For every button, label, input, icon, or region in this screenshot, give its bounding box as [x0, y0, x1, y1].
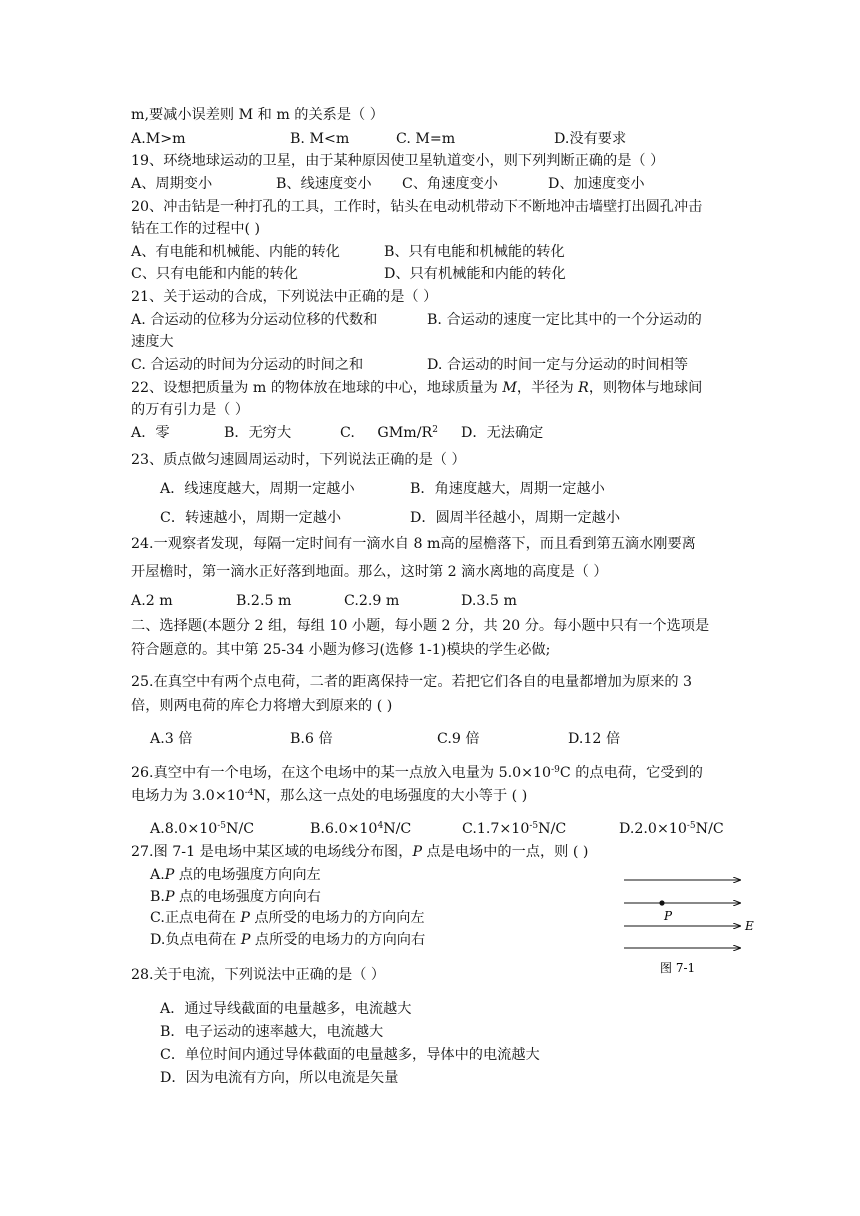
- q20-stem-line2: 钻在工作的过程中( ): [131, 221, 261, 237]
- q28-option-d: D．因为电流有方向，所以电流是矢量: [160, 1070, 399, 1086]
- q23-stem: 23、质点做匀速圆周运动时，下列说法正确的是（ ）: [131, 452, 466, 468]
- q27-option-d: D.负点电荷在 P 点所受的电场力的方向向右: [150, 932, 426, 948]
- q25-stem-line2: 倍，则两电荷的库仑力将增大到原来的 ( ): [131, 698, 393, 714]
- q22-option-a: A．零: [131, 425, 170, 441]
- q22-option-d: D．无法确定: [461, 425, 544, 441]
- q19-option-b: B、线速度变小: [276, 176, 372, 192]
- q21-option-b-cont: 速度大: [131, 334, 174, 350]
- q21-option-c: C. 合运动的时间为分运动的时间之和: [131, 357, 364, 373]
- q24-option-b: B.2.5 m: [236, 593, 292, 609]
- q28-stem: 28.关于电流，下列说法中正确的是（ ）: [131, 967, 386, 983]
- q26-stem-line2: 电场力为 $3.0\times 10^{-4}N$，那么这一点处的电场强度的大小等于 ( ): [131, 788, 528, 804]
- section2-line2: 符合题意的。其中第 25-34 小题为修习(选修 1-1)模块的学生必做;: [131, 642, 551, 658]
- q18-option-b: B. M<m: [290, 131, 350, 147]
- q20-option-d: D、只有机械能和内能的转化: [384, 266, 566, 282]
- q22-option-b: B．无穷大: [224, 425, 292, 441]
- q25-option-a: A.3 倍: [150, 731, 193, 747]
- q26-stem-line1: 26.真空中有一个电场，在这个电场中的某一点放入电量为 $5.0\times 10^{-9}C$ 的点电荷，它受到的: [131, 765, 703, 781]
- q24-stem-line2: 开屋檐时，第一滴水正好落到地面。那么，这时第 2 滴水离地的高度是（ ）: [131, 564, 608, 580]
- q20-option-b: B、只有电能和机械能的转化: [384, 244, 565, 260]
- field-lines-diagram: [620, 872, 760, 982]
- q25-stem-line1: 25.在真空中有两个点电荷，二者的距离保持一定。若把它们各自的电量都增加为原来的 3: [131, 674, 693, 690]
- q24-option-d: D.3.5 m: [461, 593, 517, 609]
- q23-option-b: B．角速度越大，周期一定越小: [410, 481, 605, 497]
- figure-caption: 图 7-1: [660, 961, 696, 975]
- q24-option-c: C.2.9 m: [344, 593, 400, 609]
- q28-option-a: A．通过导线截面的电量越多，电流越大: [160, 1001, 412, 1017]
- point-p-dot: [659, 900, 664, 905]
- q27-option-c: C.正点电荷在 P 点所受的电场力的方向向左: [150, 910, 425, 926]
- q23-option-a: A．线速度越大，周期一定越小: [160, 481, 355, 497]
- q22-option-c: C. GMm/$R^2$: [340, 425, 438, 441]
- q18-stem: m,要减小误差则 M 和 m 的关系是（ ）: [131, 107, 384, 123]
- q27-stem: 27.图 7-1 是电场中某区域的电场线分布图，P 点是电场中的一点，则 ( ): [131, 844, 589, 860]
- q18-option-c: C. M=m: [396, 131, 456, 147]
- q26-option-a: $A.8.0\times 10^{-5}N/C$: [150, 821, 255, 837]
- q21-stem: 21、关于运动的合成，下列说法中正确的是（ ）: [131, 289, 438, 305]
- field-e-label: E: [745, 919, 754, 933]
- q28-option-c: C．单位时间内通过导体截面的电量越多，导体中的电流越大: [160, 1047, 540, 1063]
- q22-stem-line2: 的万有引力是（ ）: [131, 402, 250, 418]
- q28-option-b: B．电子运动的速率越大，电流越大: [160, 1024, 384, 1040]
- q19-option-d: D、加速度变小: [548, 176, 645, 192]
- q25-option-c: C.9 倍: [437, 731, 480, 747]
- q21-option-b: B. 合运动的速度一定比其中的一个分运动的: [427, 312, 702, 328]
- q26-option-d: $D.2.0\times 10^{-5}N/C$: [619, 821, 724, 837]
- q20-stem-line1: 20、冲击钻是一种打孔的工具，工作时，钻头在电动机带动下不断地冲击墙壁打出圆孔冲击: [131, 199, 703, 215]
- q25-option-b: B.6 倍: [290, 731, 333, 747]
- q27-option-b: B.P 点的电场强度方向向右: [150, 889, 321, 905]
- q19-option-c: C、角速度变小: [402, 176, 498, 192]
- figure-7-1: [620, 872, 760, 982]
- q18-option-a: A.M>m: [131, 131, 186, 147]
- q24-stem-line1: 24.一观察者发现，每隔一定时间有一滴水自 8 m高的屋檐落下，而且看到第五滴水刚要离: [131, 536, 696, 552]
- q21-option-d: D. 合运动的时间一定与分运动的时间相等: [427, 357, 689, 373]
- q21-option-a: A. 合运动的位移为分运动位移的代数和: [131, 312, 378, 328]
- q19-stem: 19、环绕地球运动的卫星，由于某种原因使卫星轨道变小，则下列判断正确的是（ ）: [131, 153, 665, 169]
- point-p-label: P: [664, 909, 673, 923]
- q22-stem-line1: 22、设想把质量为 m 的物体放在地球的中心，地球质量为 M，半径为 R，则物体与地球间: [131, 380, 703, 396]
- q18-option-d: D.没有要求: [554, 131, 627, 147]
- q19-option-a: A、周期变小: [131, 176, 213, 192]
- q25-option-d: D.12 倍: [568, 731, 621, 747]
- section2-line1: 二、选择题(本题分 2 组，每组 10 小题，每小题 2 分，共 20 分。每小题中只有一个选项是: [131, 618, 710, 634]
- q26-option-c: $C.1.7\times 10^{-5}N/C$: [462, 821, 567, 837]
- q23-option-d: D．圆周半径越小，周期一定越小: [410, 510, 621, 526]
- q20-option-a: A、有电能和机械能、内能的转化: [131, 244, 340, 260]
- q23-option-c: C．转速越小，周期一定越小: [160, 510, 342, 526]
- q24-option-a: A.2 m: [131, 593, 173, 609]
- q20-option-c: C、只有电能和内能的转化: [131, 266, 298, 282]
- q27-option-a: A.P 点的电场强度方向向左: [150, 867, 321, 883]
- q26-option-b: $B.6.0\times 10^4N/C$: [310, 821, 412, 837]
